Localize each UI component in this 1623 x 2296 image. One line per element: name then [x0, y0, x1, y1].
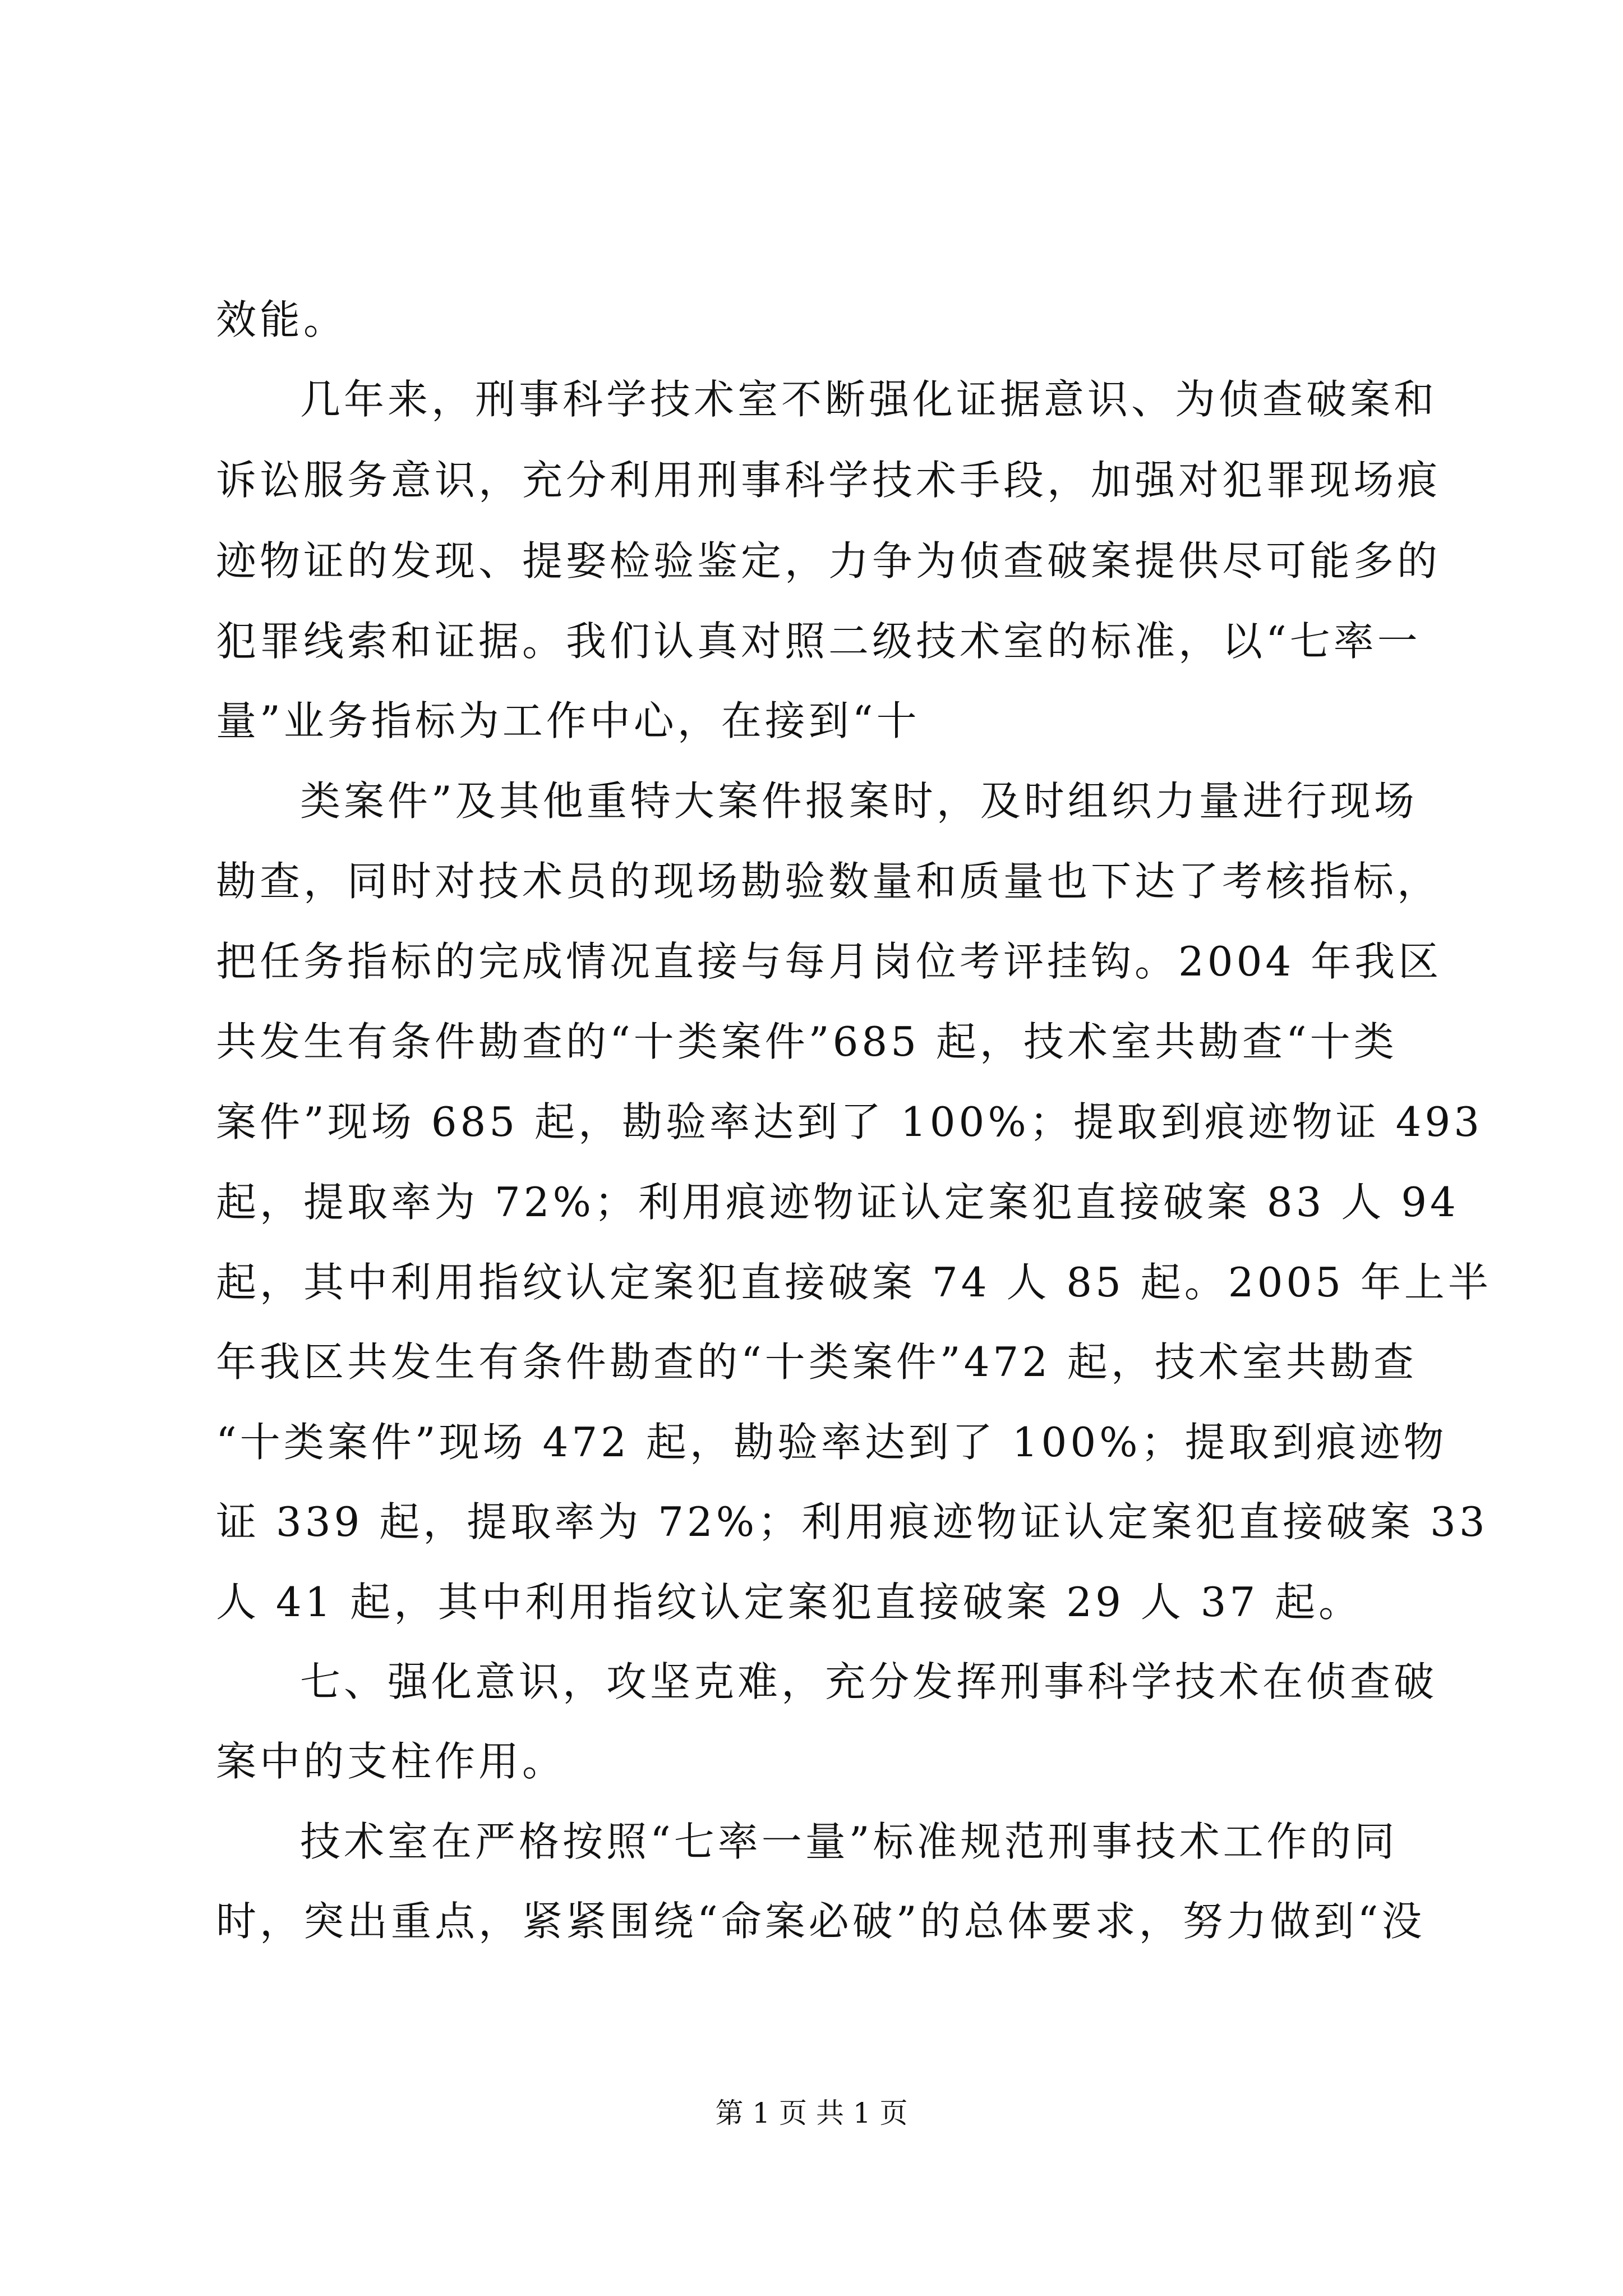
text-line-20: 技术室在严格按照“七率一量”标准规范刑事技术工作的同 — [300, 1818, 1398, 1865]
text-line-11: 案件”现场 685 起，勘验率达到了 100%；提取到痕迹物证 493 — [216, 1098, 1483, 1145]
text-line-16: 证 339 起，提取率为 72%；利用痕迹物证认定案犯直接破案 33 — [216, 1498, 1488, 1545]
text-line-17: 人 41 起，其中利用指纹认定案犯直接破案 29 人 37 起。 — [216, 1579, 1363, 1626]
text-line-2: 几年来，刑事科学技术室不断强化证据意识、为侦查破案和 — [300, 376, 1438, 423]
text-line-18: 七、强化意识，攻坚克难，充分发挥刑事科学技术在侦查破 — [300, 1658, 1438, 1705]
text-line-10: 共发生有条件勘查的“十类案件”685 起，技术室共勘查“十类 — [216, 1018, 1398, 1065]
text-line-21: 时，突出重点，紧紧围绕“命案必破”的总体要求，努力做到“没 — [216, 1898, 1426, 1945]
page-footer: 第 1 页 共 1 页 — [715, 2097, 908, 2129]
text-line-7: 类案件”及其他重特大案件报案时，及时组织力量进行现场 — [300, 777, 1418, 825]
text-line-13: 起，其中利用指纹认定案犯直接破案 74 人 85 起。2005 年上半 — [216, 1259, 1492, 1306]
text-line-6: 量”业务指标为工作中心，在接到“十 — [216, 697, 920, 744]
text-line-1: 效能。 — [216, 296, 348, 343]
text-line-9: 把任务指标的完成情况直接与每月岗位考评挂钩。2004 年我区 — [216, 938, 1442, 985]
text-line-4: 迹物证的发现、提娶检验鉴定，力争为侦查破案提供尽可能多的 — [216, 537, 1441, 585]
text-line-19: 案中的支柱作用。 — [216, 1738, 566, 1785]
text-line-14: 年我区共发生有条件勘查的“十类案件”472 起，技术室共勘查 — [216, 1338, 1417, 1386]
text-line-12: 起，提取率为 72%；利用痕迹物证认定案犯直接破案 83 人 94 — [216, 1179, 1459, 1226]
text-line-8: 勘查，同时对技术员的现场勘验数量和质量也下达了考核指标， — [216, 858, 1441, 905]
text-line-15: “十类案件”现场 472 起，勘验率达到了 100%；提取到痕迹物 — [216, 1419, 1447, 1466]
text-line-5: 犯罪线索和证据。我们认真对照二级技术室的标准，以“七率一 — [216, 618, 1421, 665]
text-line-3: 诉讼服务意识，充分利用刑事科学技术手段，加强对犯罪现场痕 — [216, 457, 1441, 504]
